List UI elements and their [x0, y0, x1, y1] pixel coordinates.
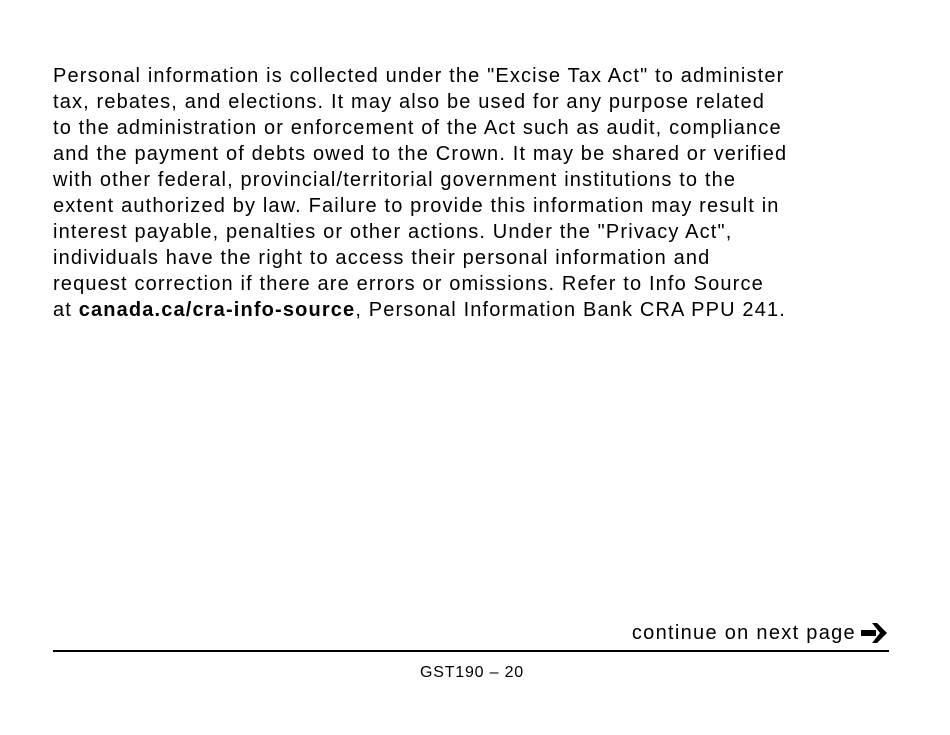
last-line-prefix: at: [53, 299, 79, 321]
last-line-suffix: , Personal Information Bank CRA PPU 241.: [355, 299, 786, 321]
privacy-line-3: to the administration or enforcement of the Act such as audit, compliance: [53, 117, 782, 139]
privacy-line-8: individuals have the right to access their personal information and: [53, 247, 711, 269]
privacy-line-5: with other federal, provincial/territorial government institutions to the: [53, 169, 737, 191]
continue-next-page: [632, 620, 888, 646]
right-arrow-icon: [860, 622, 888, 644]
footer-divider: [53, 650, 889, 652]
page-number: GST190 – 20: [420, 664, 524, 681]
privacy-line-9: request correction if there are errors or omissions. Refer to Info Source: [53, 273, 764, 295]
privacy-line-10: [53, 297, 913, 323]
continue-label: continue on next page: [631, 622, 856, 644]
privacy-statement: [53, 63, 913, 323]
privacy-line-4: and the payment of debts owed to the Crown. It may be shared or verified: [53, 143, 788, 165]
info-source-link[interactable]: canada.ca/cra-info-source: [78, 299, 356, 321]
privacy-line-2: tax, rebates, and elections. It may also be used for any purpose related: [53, 91, 766, 113]
privacy-line-7: interest payable, penalties or other actions. Under the "Privacy Act",: [53, 221, 733, 243]
privacy-line-6: extent authorized by law. Failure to provide this information may result in: [53, 195, 780, 217]
privacy-line-1: Personal information is collected under the "Excise Tax Act" to administer: [53, 65, 785, 87]
